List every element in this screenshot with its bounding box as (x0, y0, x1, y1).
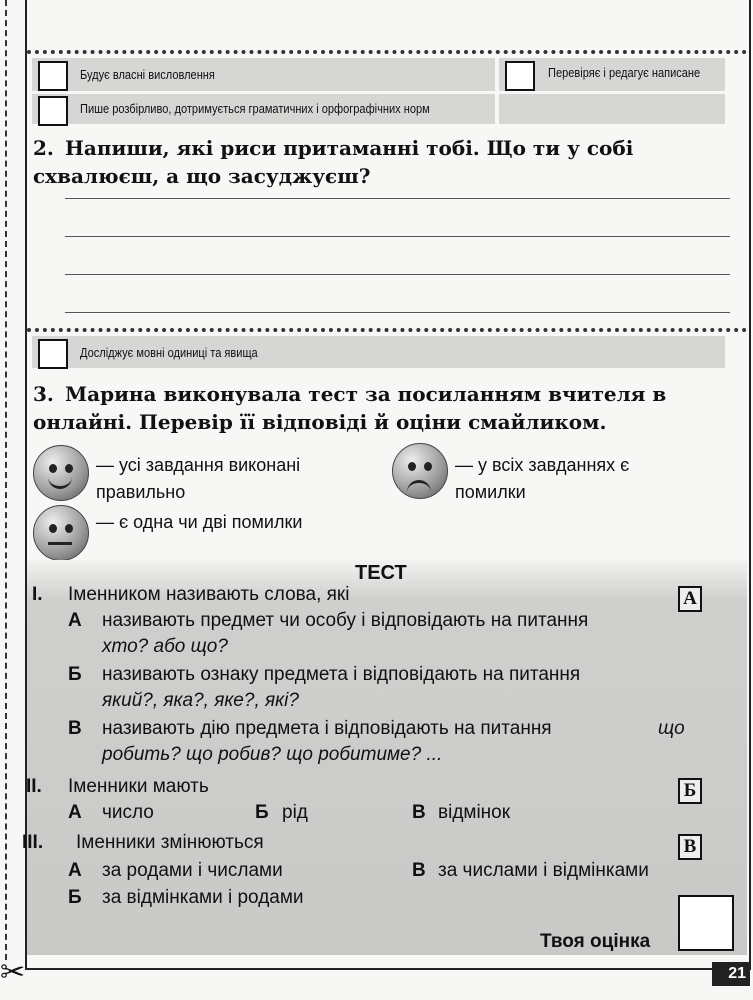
question-number: II. (26, 776, 42, 797)
option-text: що (658, 718, 685, 739)
task-3 (33, 380, 733, 436)
option-letter: А (68, 802, 82, 823)
question-text: Іменники мають (68, 776, 209, 797)
criteria-label: Пише розбірливо, дотримується граматичних і орфографічних норм (80, 101, 430, 116)
angry-smiley-icon[interactable] (33, 505, 89, 561)
dotted-divider (27, 328, 747, 332)
option-text: за родами і числами (102, 860, 283, 881)
option-text: називають ознаку предмета і відповідають на питання (102, 664, 581, 685)
option-letter: Б (255, 802, 269, 823)
option-text: робить? що робив? що робитиме? ... (102, 744, 443, 765)
option-text: число (102, 802, 154, 823)
question-text: Іменником називають слова, які (68, 584, 350, 605)
task-text: Марина виконувала тест за посиланням вчителя в онлайні. Перевір її відповіді й оціни смайликом. (33, 382, 667, 434)
scissors-icon: ✂ (0, 956, 26, 989)
criteria-checkbox[interactable] (505, 61, 535, 91)
task-text: Напиши, які риси притаманні тобі. Що ти у собі схвалюєш, а що засуджуєш? (33, 136, 634, 188)
task-number: 2. (33, 136, 54, 160)
legend-angry: — є одна чи дві помилки (96, 512, 303, 532)
question-text: Іменники змінюються (76, 832, 264, 853)
criteria-label: Будує власні висловлення (80, 67, 215, 82)
test-title: ТЕСТ (355, 562, 407, 584)
criteria-label: Досліджує мовні одиниці та явища (80, 345, 258, 360)
writing-line[interactable] (65, 312, 730, 313)
task-2 (33, 134, 733, 190)
sad-smiley-icon[interactable] (392, 443, 448, 499)
option-text: за відмінками і родами (102, 887, 304, 908)
marked-answer: А (678, 586, 702, 612)
legend-happy: — усі завдання виконані правильно (96, 455, 301, 502)
option-letter: В (412, 802, 426, 823)
criteria-label: Перевіряє і редагує написане (548, 65, 701, 80)
option-letter: Б (68, 664, 82, 685)
cut-line (5, 0, 7, 960)
task-number: 3. (33, 382, 54, 406)
option-letter: Б (68, 887, 82, 908)
legend-sad: — у всіх завданнях є помилки (455, 455, 630, 502)
option-text: рід (282, 802, 308, 823)
option-letter: А (68, 860, 82, 881)
option-letter: В (412, 860, 426, 881)
option-text: відмінок (438, 802, 511, 823)
question-number: I. (32, 584, 43, 605)
grade-box[interactable] (678, 895, 734, 951)
marked-answer: В (678, 834, 702, 860)
option-text: називають предмет чи особу і відповідають на питання (102, 610, 589, 631)
writing-line[interactable] (65, 274, 730, 275)
grade-label: Твоя оцінка (540, 931, 651, 952)
criteria-checkbox[interactable] (38, 339, 68, 369)
dotted-divider (27, 50, 747, 54)
option-letter: А (68, 610, 82, 631)
marked-answer: Б (678, 778, 702, 804)
criteria-band (499, 94, 725, 124)
happy-smiley-icon[interactable] (33, 445, 89, 501)
criteria-checkbox[interactable] (38, 61, 68, 91)
writing-line[interactable] (65, 198, 730, 199)
question-number: III. (22, 832, 44, 853)
option-text: називають дію предмета і відповідають на питання (102, 718, 552, 739)
option-text: за числами і відмінками (438, 860, 649, 881)
option-text: хто? або що? (102, 636, 228, 657)
writing-line[interactable] (65, 236, 730, 237)
option-letter: В (68, 718, 82, 739)
criteria-checkbox[interactable] (38, 96, 68, 126)
page-number: 21 (712, 962, 750, 986)
option-text: який?, яка?, яке?, які? (102, 690, 299, 711)
